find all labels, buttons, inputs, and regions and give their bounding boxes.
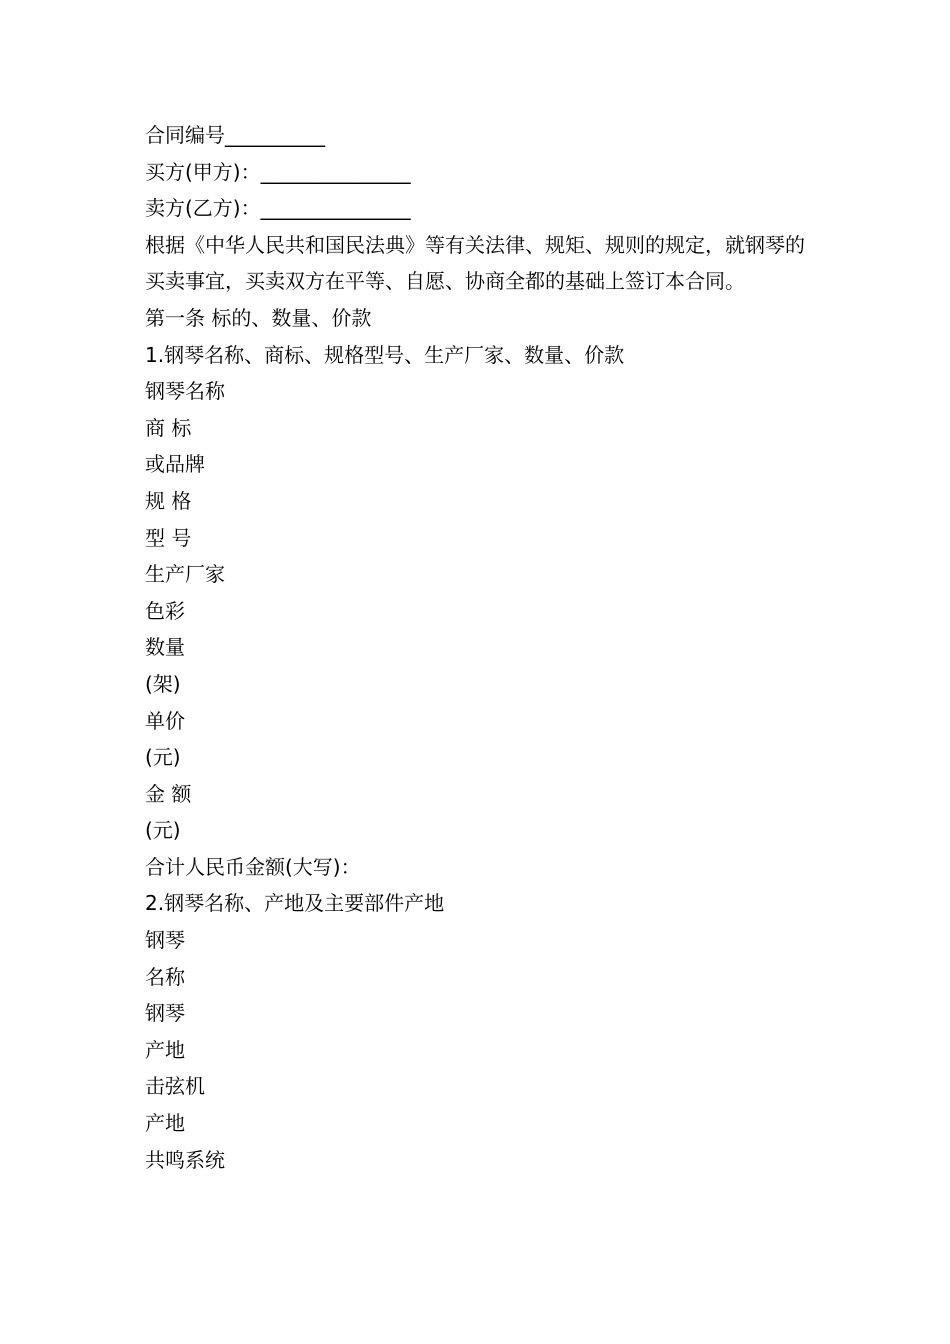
item-1-title: 1.钢琴名称、商标、规格型号、生产厂家、数量、价款 bbox=[145, 342, 625, 367]
table2-cell: 击弦机 bbox=[145, 1074, 205, 1099]
intro-paragraph: 根据《中华人民共和国民法典》等有关法律、规矩、规则的规定，就钢琴的买卖事宜，买卖双方在平等、自愿、协商全都的基础上签订本合同。 bbox=[145, 232, 805, 294]
table1-cell: (元) bbox=[145, 745, 181, 770]
table1-cell: 单价 bbox=[145, 708, 185, 733]
table1-cell: 色彩 bbox=[145, 598, 185, 623]
article-1-title: 第一条 标的、数量、价款 bbox=[145, 305, 372, 330]
table1-cell: 规 格 bbox=[145, 488, 192, 513]
table1-cell: (架) bbox=[145, 671, 181, 696]
table1-cell: 或品牌 bbox=[145, 452, 205, 477]
table2-cell: 钢琴 bbox=[145, 928, 185, 953]
contract-number-line: 合同编号__________ bbox=[145, 123, 325, 147]
table2-cell: 钢琴 bbox=[145, 1001, 185, 1026]
seller-line: 卖方(乙方)：_______________ bbox=[145, 196, 411, 221]
table1-cell: 数量 bbox=[145, 635, 185, 660]
table1-cell: 生产厂家 bbox=[145, 562, 225, 587]
table2-cell: 名称 bbox=[145, 964, 185, 989]
total-amount-line: 合计人民币金额(大写)： bbox=[145, 854, 361, 879]
buyer-line: 买方(甲方)：_______________ bbox=[145, 159, 411, 184]
table2-cell: 产地 bbox=[145, 1111, 185, 1136]
table1-cell: 型 号 bbox=[145, 525, 192, 550]
table1-cell: 金 额 bbox=[145, 781, 192, 806]
contract-document bbox=[145, 117, 825, 1178]
item-2-title: 2.钢琴名称、产地及主要部件产地 bbox=[145, 891, 445, 916]
table1-cell: 钢琴名称 bbox=[145, 379, 225, 404]
table1-cell: 商 标 bbox=[145, 415, 192, 440]
table2-cell: 共鸣系统 bbox=[145, 1147, 225, 1172]
table2-cell: 产地 bbox=[145, 1037, 185, 1062]
table1-cell: (元) bbox=[145, 818, 181, 843]
